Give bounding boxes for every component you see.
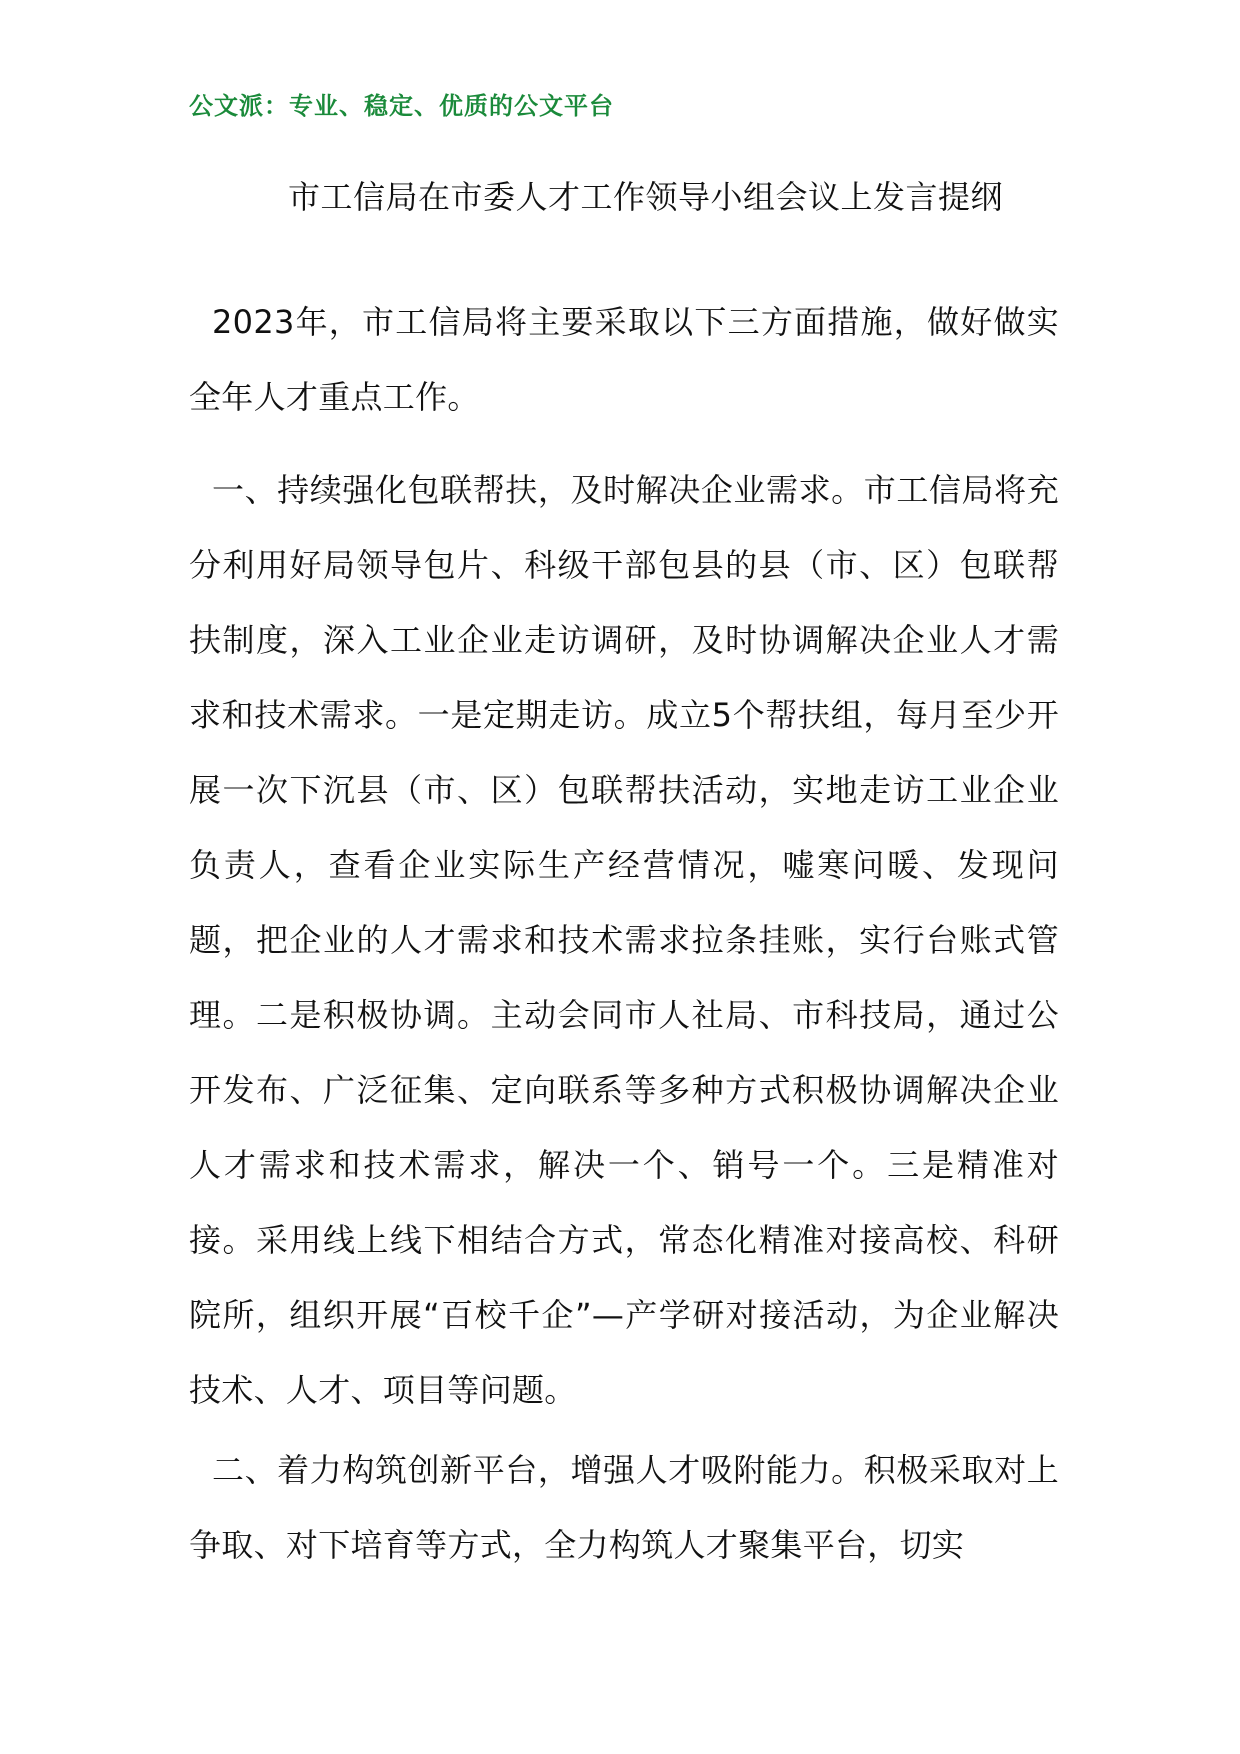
site-header-slogan: 公文派：专业、稳定、优质的公文平台 [189,91,614,120]
document-title: 市工信局在市委人才工作领导小组会议上发言提纲 [288,178,1004,216]
section-one-paragraph: 一、持续强化包联帮扶，及时解决企业需求。市工信局将充分利用好局领导包片、科级干部包县的县（市、区）包联帮扶制度，深入工业企业走访调研，及时协调解决企业人才需求和技术需求。一是定期走访。成立5个帮扶组，每月至少开展一次下沉县（市、区）包联帮扶活动，实地走访工业企业负责人，查看企业实际生产经营情况，嘘寒问暖、发现问题，把企业的人才需求和技术需求拉条挂账，实行台账式管理。二是积极协调。主动会同市人社局、市科技局，通过公开发布、广泛征集、定向联系等多种方式积极协调解决企业人才需求和技术需求，解决一个、销号一个。三是精准对接。采用线上线下相结合方式，常态化精准对接高校、科研院所，组织开展“百校千企”—产学研对接活动，为企业解决技术、人才、项目等问题。 [189,471,1059,1409]
intro-paragraph: 2023年，市工信局将主要采取以下三方面措施，做好做实全年人才重点工作。 [189,303,1059,416]
section-two-paragraph: 二、着力构筑创新平台，增强人才吸附能力。积极采取对上争取、对下培育等方式，全力构筑人才聚集平台，切实 [189,1451,1059,1564]
